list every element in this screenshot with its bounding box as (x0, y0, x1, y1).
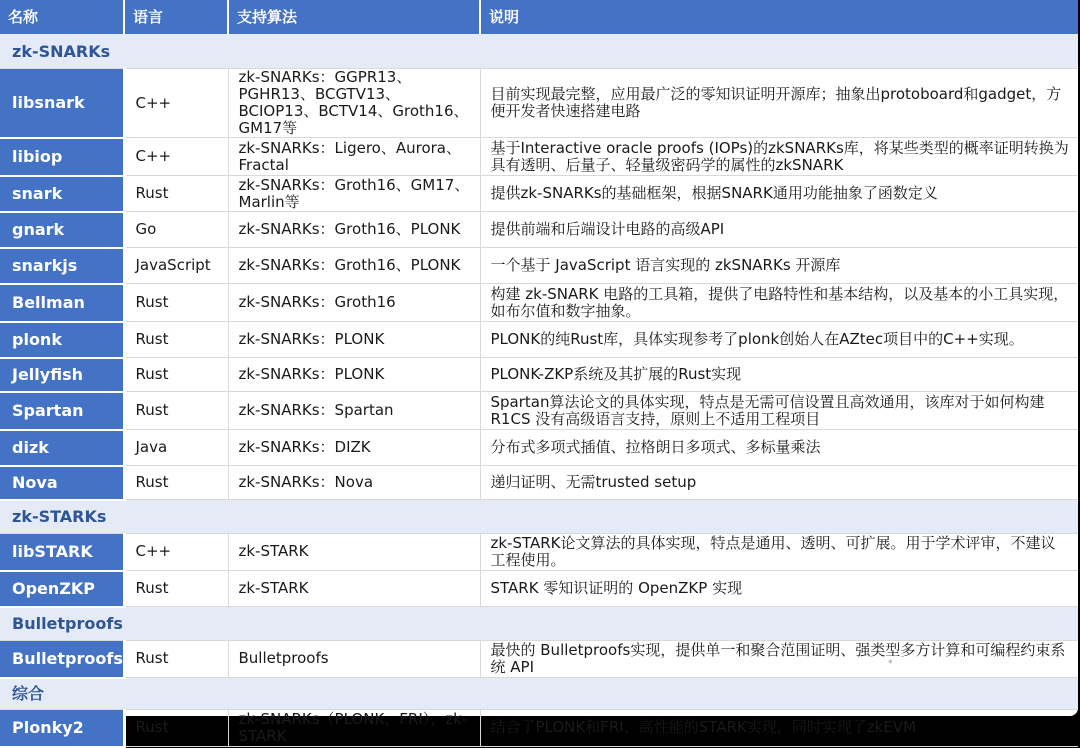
library-name-cell: gnark (0, 212, 124, 248)
table-row (0, 176, 1078, 212)
section-header-row (0, 678, 1078, 710)
language-cell: C++ (124, 69, 228, 138)
language-cell: Java (124, 430, 228, 466)
description-cell: 递归证明、无需trusted setup (480, 466, 1078, 500)
table-row (0, 466, 1078, 500)
description-cell: 一个基于 JavaScript 语言实现的 zkSNARKs 开源库 (480, 248, 1078, 284)
algorithms-cell: zk-SNARKs：Groth16 (228, 284, 480, 322)
header-description: 说明 (480, 0, 1078, 34)
algorithms-cell: zk-SNARKs：Nova (228, 466, 480, 500)
library-name-cell: plonk (0, 322, 124, 358)
library-name-cell: Bellman (0, 284, 124, 322)
section-title: 综合 (0, 678, 1078, 710)
description-cell: 提供前端和后端设计电路的高级API (480, 212, 1078, 248)
description-cell: 构建 zk-SNARK 电路的工具箱，提供了电路特性和基本结构，以及基本的小工具实现，如布尔值和数字抽象。 (480, 284, 1078, 322)
algorithms-cell: zk-SNARKs：PLONK (228, 322, 480, 358)
language-cell: C++ (124, 533, 228, 571)
table-row (0, 69, 1078, 138)
table-row (0, 248, 1078, 284)
table-row (0, 430, 1078, 466)
section-title: Bulletproofs (0, 607, 1078, 641)
section-header-row (0, 34, 1078, 69)
language-cell: Rust (124, 392, 228, 430)
algorithms-cell: zk-SNARKs：Ligero、Aurora、Fractal (228, 138, 480, 176)
table-row (0, 212, 1078, 248)
language-cell: Rust (124, 466, 228, 500)
header-name: 名称 (0, 0, 124, 34)
table-row (0, 322, 1078, 358)
algorithms-cell: zk-SNARKs：Groth16、GM17、Marlin等 (228, 176, 480, 212)
header-algorithms: 支持算法 (228, 0, 480, 34)
section-header-row (0, 607, 1078, 641)
library-name-cell: snark (0, 176, 124, 212)
library-name-cell: Jellyfish (0, 358, 124, 392)
cursor-icon: ⁎ (888, 656, 893, 666)
language-cell: JavaScript (124, 248, 228, 284)
language-cell: C++ (124, 138, 228, 176)
library-name-cell: Spartan (0, 392, 124, 430)
library-name-cell: snarkjs (0, 248, 124, 284)
description-cell: 目前实现最完整，应用最广泛的零知识证明开源库；抽象出protoboard和gadget，方便开发者快速搭建电路 (480, 69, 1078, 138)
algorithms-cell: zk-SNARKs：GGPR13、PGHR13、BCGTV13、BCIOP13、BCTV14、Groth16、GM17等 (228, 69, 480, 138)
section-title: zk-SNARKs (0, 34, 1078, 69)
table-row (0, 284, 1078, 322)
library-name-cell: Plonky2 (0, 709, 124, 747)
description-cell: 提供zk-SNARKs的基础框架，根据SNARK通用功能抽象了函数定义 (480, 176, 1078, 212)
description-cell: PLONK的纯Rust库，具体实现参考了plonk创始人在AZtec项目中的C++实现。 (480, 322, 1078, 358)
library-name-cell: Bulletproofs (0, 640, 124, 678)
description-cell: PLONK-ZKP系统及其扩展的Rust实现 (480, 358, 1078, 392)
library-name-cell: libiop (0, 138, 124, 176)
algorithms-cell: Bulletproofs (228, 640, 480, 678)
language-cell: Rust (124, 571, 228, 607)
library-name-cell: libSTARK (0, 533, 124, 571)
library-name-cell: libsnark (0, 69, 124, 138)
table-header-row (0, 0, 1078, 34)
table-row (0, 392, 1078, 430)
header-language: 语言 (124, 0, 228, 34)
algorithms-cell: zk-SNARKs：DIZK (228, 430, 480, 466)
description-cell: STARK 零知识证明的 OpenZKP 实现 (480, 571, 1078, 607)
library-name-cell: dizk (0, 430, 124, 466)
description-cell: 基于Interactive oracle proofs (IOPs)的zkSNARKs库，将某些类型的概率证明转换为具有透明、后量子、轻量级密码学的属性的zkSNARK (480, 138, 1078, 176)
algorithms-cell: zk-SNARKs：Spartan (228, 392, 480, 430)
table-body (0, 34, 1078, 747)
section-title: zk-STARKs (0, 500, 1078, 534)
table-row (0, 571, 1078, 607)
language-cell: Rust (124, 176, 228, 212)
table-row (0, 138, 1078, 176)
language-cell: Rust (124, 284, 228, 322)
language-cell: Rust (124, 709, 228, 747)
library-name-cell: OpenZKP (0, 571, 124, 607)
algorithms-cell: zk-STARK (228, 533, 480, 571)
table-row (0, 358, 1078, 392)
table-row (0, 709, 1078, 747)
table-row (0, 533, 1078, 571)
language-cell: Rust (124, 640, 228, 678)
algorithms-cell: zk-SNARKs：Groth16、PLONK (228, 212, 480, 248)
algorithms-cell: zk-STARK (228, 571, 480, 607)
description-cell: 最快的 Bulletproofs实现，提供单一和聚合范围证明、强类型多方计算和可编程约束系统 API (480, 640, 1078, 678)
description-cell: zk-STARK论文算法的具体实现，特点是通用、透明、可扩展。用于学术评审，不建议工程使用。 (480, 533, 1078, 571)
algorithms-cell: zk-SNARKs：PLONK (228, 358, 480, 392)
section-header-row (0, 500, 1078, 534)
language-cell: Rust (124, 358, 228, 392)
description-cell: 结合了PLONK和FRI、高性能的STARK实现，同时实现了zkEVM (480, 709, 1078, 747)
algorithms-cell: zk-SNARKs（PLONK、FRI）、zk-STARK (228, 709, 480, 747)
description-cell: Spartan算法论文的具体实现，特点是无需可信设置且高效通用，该库对于如何构建R1CS 没有高级语言支持，原则上不适用工程项目 (480, 392, 1078, 430)
library-name-cell: Nova (0, 466, 124, 500)
table-row (0, 640, 1078, 678)
description-cell: 分布式多项式插值、拉格朗日多项式、多标量乘法 (480, 430, 1078, 466)
algorithms-cell: zk-SNARKs：Groth16、PLONK (228, 248, 480, 284)
language-cell: Rust (124, 322, 228, 358)
language-cell: Go (124, 212, 228, 248)
